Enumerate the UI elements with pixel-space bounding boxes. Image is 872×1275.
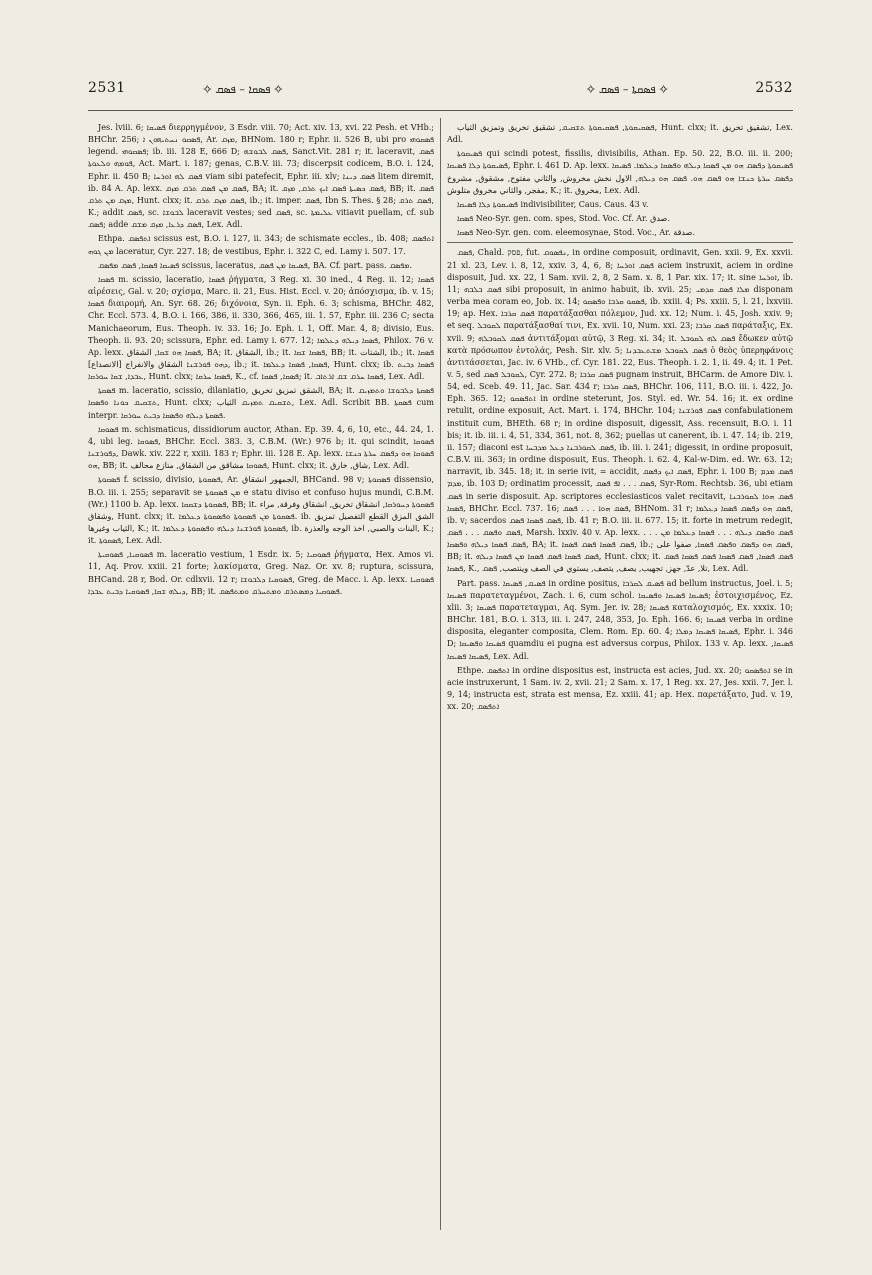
- left-running-head: ✧ ܦܣܩܐ – ܦܣܩ ✧: [203, 83, 283, 96]
- entry-paragraph: ܦܣܩܬܐ m. laceratio, scissio, dilaniatio, الشقق تمزيق تخريق, BA; it. ܦܣܩܬܐ ܕܠܒܘܫܐ ܘܬܡܙܝܩ ܬܫܩܝܩ ܟܘܢܐ ܘܦܣܩܐ, Hunt. clxx; ܬܫܩܝܩ ܬܡܙܝܩ الثياب, Lex. Adl. Scribit BB. ܦܣܩܬܐ cum interpr. ܦܣܩܬܐ ܕܝܠܗ ܘܦܣܩܐ ܕܒܝܬ ܚܘܪܩܐ.: [88, 386, 434, 420]
- column-divider: [440, 118, 441, 1230]
- header-rule: [88, 110, 793, 111]
- entry-paragraph: Ethpe. ܐܬܦܣܩ in ordine dispositus est, instructa est acies, Jud. xx. 20; ܐܬܦܣܩܘ se in acie instruxerunt, 1 Sam. iv. 2, xvii. 21; 2 Sam. x. 17, 1 Reg. xx. 27, Jes. xxii. 7, Jer. l. 9, 14; instructa est, strata est mensa, Ez. xxiii. 41; ap. Hex. παρετάξατο, Jud. v. 19, xx. 20; ܐܬܦܣܩ: [447, 665, 793, 712]
- entry-paragraph: ܦܣܩܐ Neo-Syr. gen. com. spes, Stod. Voc. Cf. Ar. صدق.: [457, 214, 670, 224]
- page-header: [88, 80, 793, 102]
- entry-paragraph: Part. pass. ܦܣܝܩ, ܦܣܝܩܐ in ordine positus, ܦܣܝܩ ܠܩܪܒܐ ad bellum instructus, Joel. i. 5; ܦܣܝܩܐ παρατεταγμένοι, Zach. i. 6, cum schol. ܦܣܝܩܐ ܦܣܝܩܐ ܘܦܣܝܩܐ; ἐστοιχισμένος, Ez. xlii. 3; ܦܣܝܩܐ παρατεταγμαι, Aq. Sym. Jer. iv. 28; ܦܣܝܩܐ καταλοχισμός, Ex. xxxix. 10; BHChr. 181, B.O. i. 313, iii. i. 247, 248, 353, Jo. Eph. 166. 6; ܦܣܝܩܐ verba in ordine disposita, eleganter composita, Clem. Rom. Ep. 60. 4; ܦܣܝܩܐ ܦܣܝܩܐ ܕܡܠܐ, Ephr. i. 346 D; ܦܣܝܩܐ ܘܦܣܝܩܐ quamdiu ei pugna est adversus corpus, Philox. 133 v. Ap. lexx. ܦܣܝܩܐ, ܦܣܝܩܐ ܦܣܝܩܐ, Lex. Adl.: [447, 578, 793, 661]
- entry-paragraph: ܦܣܩ, Chald. פסק, fut. ܢܦܣܘܩ, in ordine composuit, ordinavit, Gen. xxii. 9, Ex. xxvii. 21 xl. 23, Lev. i. 8, 12, xxiv. 3, 4, 6, 8; ܦܣܩ ܐܘܪܚܐ aciem instruxit, aciem in ordine disposuit, Jud. xx. 22, 1 Sam. xvii. 2, 8, 2 Sam. x. 8, 1 Par. xix. 17; it. sine ܐܘܪܚܐ, ib. 11; ܦܣܩ ܒܠܒܗ sibi proposuit, in animo habuit, ib. xvii. 25; ܡܠܐ ܦܣܩ ܩܕܡܝ disponam verba mea coram eo, Job. ix. 14; ܦܣܩܘ ܩܪܒܐ ܘܦܣܩܘ, ib. xxiii. 4; Ps. xxiii. 5, l. 21, lxxviii. 19; ap. Hex. ܦܣܩ ܩܪܒܐ παρατάξασθαι πόλεμον, Jud. xx. 12; Num. i. 45, Josh. xxiv. 9; et seq. ܠܩܘܒܠ παρατάξασθαί τινι, Ex. xvii. 10, Num. xxi. 23; ܦܣܩ ܩܪܒܐ παράταξις, Ex. xvii. 9; ܦܣܩ ܠܩܘܒܠܗ ἀντιτάξομαι αὐτῷ, 3 Reg. xi. 34; it. ܦܣܩ ܠܗ ܠܩܘܒܠ ἔδωκεν αὐτῷ κατὰ πρόσωπον ἐντολάς, Pesh. Sir. xlv. 5; ܦܣܩ ܠܩܘܒܠ ܡܫܬܥܒܕܢܐ ὁ θεὸς ὑπερηφάνοις ἀντιτάσσεται, Jac. iv. 6 VHb., cf. Cyr. 181. 22, Eus. Theoph. i. 2. 1, ii. 49. 4; it. 1 Pet. v. 5, sed ܠܩܘܒܠ ܦܣܩ, Cyr. 272. 8; ܦܣܩ ܩܪܒܐ pugnam instruit, BHCarm. de Amore Div. i. 54, ed. Sceb. 49. 11, Jac. Sar. 434 r; ܦܣܩ ܩܪܒܐ, BHChr. 106, 111, B.O. iii. i. 422, Jo. Eph. 365. 12; ܐܬܦܣܩܘ in ordine steterunt, Jos. Styl. ed. Wr. 54. 16; it. ex ordine retulit, ordine exposuit, Act. Mart. i. 174, BHChr. 104; ܦܣܩ ܦܘܪܫܢܐ confabulationem instituit cum, BHEth. 68 r; in ordine disposuit, digessit, Ass. recensuit, B.O. i. 11 bis; it. ib. iii. i. 4, 51, 334, 361, not. 8, 362; puellas ut canerent, ib. i. 47. 14; ib. 219, ii. 157; diaconi est ܦܣܩ ܠܩܘܪܒܢܐ ܕܥܠ ܡܕܒܚܐ, ib. iii. i. 241; digessit, in ordine proposuit, C.B.V. iii. 363; in ordine disposuit, Eus. Theoph. i. 62. 4, Kal-w-Dim. ed. Wr. 63. 12; narravit, ib. 345. 18; it. in serie ivit, = accidit, ܦܣܩ ܐܝܟ ܕܦܣܩ, Ephr. i. 100 B; ܦܣܩ ܡܕܡ ܡܕܡ, ib. 103 D; ordinatim processit, ܦܣܩ . . . ܐܦ ܦܣܩ, Syr-Rom. Rechtsb. 36, ubi etiam ܦܣܩ in serie disposuit. Ap. scriptores ecclesiasticos valet recitavit, ܦܣܩ ܗܘܐ ܠܩܘܪܒܢܐ ܦܣܩܐ, BHChr. Eccl. 737. 16; ܦܣܩ ܗܘܐ . . . ܦܣܩ, BHNom. 31 r; ܦܣܩ ܗܘ ܕܦܣܩ ܦܣܩܐ ܕܥܠܡܐ, ib. v; sacerdos ܦܣܩ ܦܣܩܐ ܦܣܩ, ib. 41 r; B.O. iii. ii. 677. 15; it. forte in metrum redegit, ܦܣܩ ܘܦܣܩ . . . ܦܣܩ, Marsh. lxxiv. 40 v. Ap. lexx. . . . ܦܣܩ ܘܦܣܩ ܕܝܠܗ . . . ܦܣܩܐ ܕܥܠܡܐ ܡܢ ܦܣܩ ܦܣܩܐ ܕܝܠܗ ܘܦܣܩܐ, BA; it. ܦܣܩ ܦܣܩܐ ܦܣܩ ܦܣܩܐ, ib.; ܦܣܩ ܗܘ ܕܦܣܩ ܘܦܣܩ ܦܣܩܐ, صفوا على, BB; it. ܦܣܩ ܦܣܩܐ ܦܣܩ ܦܣܩܐ ܡܢ ܦܣܩܐ ܕܝܠܗ, Hunt. clxx; it. ܦܣܩ ܦܣܩܐ, ܦܣܩ ܦܣܩܐ ܦܣܩ ܦܣܩܐ ܦܣܩ ܦܣܩܐ, K., تلا, عدّ, جهز, تجهيب, يصف, يتصف, يستوي في الصف وينتصب, ܦܣܩ, Lex. Adl.: [447, 242, 793, 575]
- entry-paragraph: ܦܣܩܐ Neo-Syr. gen. com. eleemosynae, Stod. Voc., Ar. صدقة.: [457, 228, 696, 238]
- entry-paragraph: ܦܣܘܩܐ m. schismaticus, dissidiorum auctor, Athan. Ep. 39. 4, 6, 10, etc., 44. 24, 1. 4, ubi leg. ܦܣܘܩܐ, BHChr. Eccl. 383. 3, C.B.M. (Wr.) 976 b; it. qui scindit, ܦܣܘܩܐ ܕܦܘܪܫܢܐ, Dawk. xiv. 222 r, xxiii. 183 r; Ephr. iii. 128 E. Ap. lexx. ܦܣܘܩܐ ܗܘ ܕܦܣܩ ܚܪܬܐ ܟܢܫܐ ܗܘ, BB; it. ܦܣܘܩܐ مشاقق من الشقاق, متازع محالف, Hunt. clxx; it. شاق, خارق, Lex. Adl.: [88, 424, 434, 471]
- right-running-head: ✧ ܦܣܩܬܐ – ܦܣܩ ✧: [586, 83, 668, 96]
- right-column: [447, 122, 793, 1232]
- entry-paragraph: ܦܣܝܩܐ ܦܣܩܐ, ܦܣܩ ܡܦܣܩ scissus, laceratus, ܦܣܝܩܐ ܡܢ ܦܣܩ, BA. Cf. part. pass. ܡܦܣܩ.: [98, 260, 413, 270]
- left-page-number: 2531: [88, 80, 126, 96]
- right-page-number: 2532: [755, 80, 793, 96]
- entry-paragraph: ܦܣܩܘܬܐ f. scissio, divisio, ܦܣܩܘܬܐ, Ar. الجمهور انشقاق, BHCand. 98 v; ܦܣܩܘܬܐ dissensio, B.O. iii. i. 255; separavit se ܡܢ ܦܣܩܘܬܐ e statu diviso et confuso hujus mundi, C.B.M. (Wr.) 1100 b. Ap. lexx. ܦܣܩܘܬܐ ܕܫܩܩܐ, BB; it. ܦܣܩܘܬܐ ܕܚܘܪܩܐ, انشقاق تخريق, انشقاق وفرقة, مراء وشقاق, Hunt. clxx; it. ܦܣܩܘܬܐ ܡܢ ܦܣܩܘܬܐ ܘܦܣܩܘܬܐ ܕܥܠܡܐ. ib. الشق المزق القطع التفصيل تمزيق الثياب وغيرها, K.; it. ܦܣܩܘܬܐ ܦܘܪܫܢܐ ܕܝܠܗ ܘܦܣܩܘܬܐ ܕܥܠܡܐ, ib. البنات والصبي, اخذ الوجه والعذرة, K.; it. ܦܣܩܘܬܐ, Lex. Adl.: [88, 475, 434, 546]
- entry-paragraph: ܦܣܩܐ m. scissio, laceratio, ܦܣܩܐ ῥήγματα, 3 Reg. xi. 30 ined., 4 Reg. ii. 12; ܦܣܩܐ αἱρέσεις, Gal. v. 20; σχίσμα, Marc. ii. 21, Eus. Hist. Eccl. v. 20; ἀπόσχισμα, ib. v. 15; ܦܣܩܐ διαιρομή, An. Syr. 68. 26; διχόνοια, Syn. ii. Eph. 6. 3; schisma, BHChr. 482, Chr. Eccl. 573. 4, B.O. i. 166, 386, ii. 330, 366, 465, iii. 1. 57, Ephr. iii. 236 C; secta Manichaeorum, Eus. Theoph. iv. 33. 16; Jo. Eph. i. 1, Off. Mar. 4, 8; divisio, Eus. Theoph. ii. 93. 20; scissura, Ephr. ed. Lamy i. 677. 12; ܦܣܩܐ ܕܝܠܗ ܕܥܠܡܐ, Philox. 76 v. Ap. lexx. ܦܣܩܐ ܗܘ ܫܩܐ, الشقاق, BA; it. الشقاق, ib.; it. ܦܣܩܐ ܫܩܐ, BB; it. الشتات, ib.; it. ܦܣܩܐ ܕܗܘ ܦܘܪܫܢܐ الشقاق والانفراج [الانصداع], ib.; it. ܦܣܩܐ, ܦܣܩܐ ܕܥܠܡܐ, Hunt. clxx; ib. ܦܣܩܐ ܕܒܝܬ ܥܒܕܐ, ܫܩܐ ܚܘܪܩܐ, Hunt. clxx; ܦܣܩܐ ܚܪܩܐ, K., cf. ܦܣܩܐ, ܦܣܩܐ; it. ܦܣܩܐ ܚܪܩ ܫܩ ܐܪܬܐܒ, Lex. Adl.: [88, 274, 434, 382]
- entry-paragraph: ܦܣܘܩܝܐ, ܦܣܘܩܝܬܐ m. laceratio vestium, 1 Esdr. ix. 5; ܦܣܘܩܝܐ ῥήγματα, Hex. Amos vi. 11, Aq. Prov. xxiii. 21 forte; λακίσματα, Greg. Naz. Or. xv. 8; ruptura, scissura, BHCand. 28 r, Bod. Or. cdlxvii. 12 r; ܦܣܘܩܝܐ ܕܠܒܘܫܐ, Greg. de Macc. i. Ap. lexx. ܦܣܘܩܝܐ ܕܝܠܗ ܫܩܐ, ܦܣܘܩܝܐ ܕܒܝܬ ܥܒܕܐ, BB; it. ܦܣܘܩܝܐ ܕܡܣܬܪܩ ܘܡܬܚܪܩ ܘܡܬܦܣܩ.: [88, 550, 434, 596]
- entry-paragraph: Jes. lviii. 6; ܦܣܝܩܐ διερρηγμένον, 3 Esdr. viii. 70; Act. xiv. 13, xvi. 22 Pesh. et VHb.; BHChr. 256; ܦܣܩܘ ܢܚܬܝܗܘܢ ܐ, Ar. ܡܙܩ, BHNom. 180 r; Ephr. ii. 526 B, ubi pro ܦܣܩܘܗܝ legend. ܦܣܩܘܗܝ; ib. iii. 128 E, 666 D; ܦܣܩ ܠܒܘܫܗ, Sanct.Vit. 281 r; it. laceravit, ܦܣܩ ܦܘܡܗ ܘܠܥܘܬܐ, Act. Mart. i. 187; genas, C.B.V. iii. 73; discerpsit codicem, B.O. i. 124, Ephr. ii. 450 B; ܦܣܩ ܠܗ ܐܘܪܚܐ viam sibi patefecit, Ephr. iii. xlv; ܦܣܩ ܕܝܢܐ litem diremit, ib. 84 A. Ap. lexx. ܦܣܩ ܡܢ ܦܣܩ ܬܪܩ ܡܙܩ, BA; it. ܦܣܩ ܟܣܝܬܐ ܦܣܩ ܐܝܟ ܬܪܩ, ܡܙܩ, BB; it. ܦܣܩ ܡܙܩ ܡܢ ܬܪܩ, Hunt. clxx; it. ܦܣܩ ܡܙܩ ܬܪܩ, ib.; it. imper. ܦܣܩ, Ibn S. Thes. § 28; ܦܣܩ ܬܪܩ, K.; addit ܦܣܩ, sc. ܠܒܘܫܐ laceravit vestes; sed ܦܣܩ, sc. ܥܠܝܡܬܐ vitiavit puellam, cf. sub ܦܣܩ; adde ܦܣܩ ܕܪܥܐ, ܡܙܩ ܡܫܩ, Lex. Adl.: [88, 123, 434, 230]
- left-column: [88, 122, 434, 1232]
- entry-paragraph: ܦܣܝܩܘܬܐ ܕܠܐ ܦܣܝܩܐ indivisibiliter, Caus. Caus. 43 v.: [457, 199, 649, 209]
- entry-paragraph: ܦܣܩܝܩܘܬܐ, ܦܣܩܝܩܘܬܐ ܬܫܩܝܩ, تشقيق تخريق وتمزيق الثياب, Hunt. clxx; it. تشقيق تخريق, Lex. Adl.: [447, 123, 793, 145]
- entry-paragraph: ܦܣܝܩܘܬܐ qui scindi potest, fissilis, divisibilis, Athan. Ep. 50. 22, B.O. iii. ii. 200; ܦܣܝܩܘܬܐ ܕܠܐ ܦܣܝܩܐ, Ephr. i. 461 D. Ap. lexx. ܦܣܝܩܘܬܐ ܕܦܣܩ ܗܘ ܡܢ ܦܣܩܐ ܕܝܠܗ ܘܦܣܩܐ ܕܥܠܡܐ. ܦܣܝܩܐ ܕܦܣܩ ܚܪܬܐ ܟܢܫܐ ܗܘ ܦܣܩ ܗܘ. ܦܣܩ ܗܘ ܕܝܠܗ, الاول نخش مخروش, والثاني مفتوح, مشقوق, مشروخ مفجر, والثاني مخروق متلوش, K.; it. مخروق, Lex. Adl.: [447, 149, 793, 195]
- entry-paragraph: Ethpa. ܐܬܦܣܩ scissus est, B.O. i. 127, ii. 343; de schismate eccles., ib. 408; ܐܬܦܣܩ ܡܢ ܓܘܗ laceratur, Cyr. 227. 18; de vestibus, Ephr. i. 322 C, ed. Lamy i. 507. 17.: [88, 234, 434, 256]
